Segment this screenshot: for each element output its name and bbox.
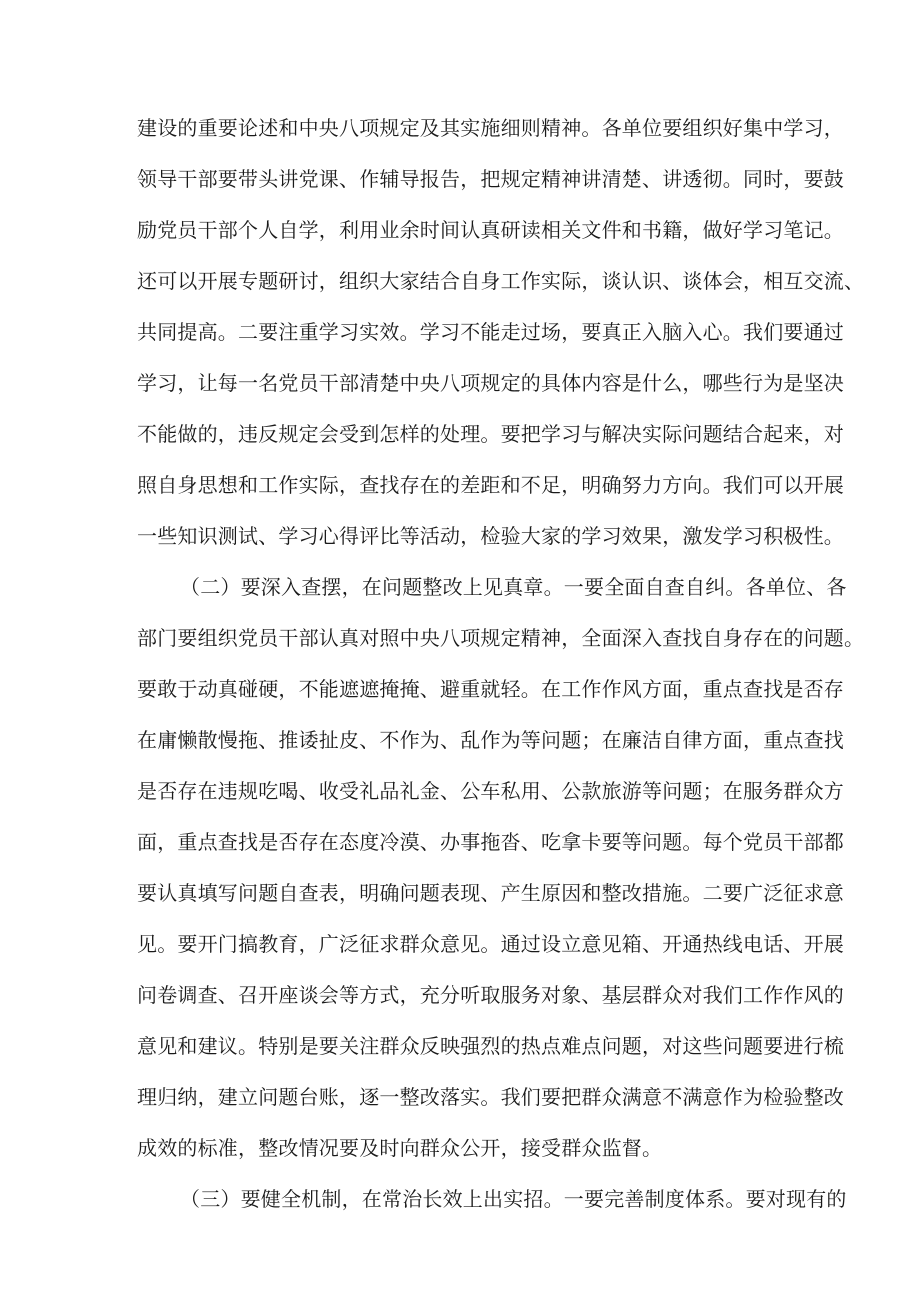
paragraph-line: 成效的标准，整改情况要及时向群众公开，接受群众监督。 [137,1136,663,1160]
paragraph-line: 不能做的，违反规定会受到怎样的处理。要把学习与解决实际问题结合起来，对 [137,422,844,446]
paragraph-line: 要敢于动真碰硬，不能遮遮掩掩、避重就轻。在工作作风方面，重点查找是否存 [137,677,844,701]
paragraph-line: 还可以开展专题研讨，组织大家结合自身工作实际，谈认识、谈体会，相互交流、 [137,269,865,293]
paragraph-line: 是否存在违规吃喝、收受礼品礼金、公车私用、公款旅游等问题；在服务群众方 [137,779,844,803]
paragraph-line: 部门要组织党员干部认真对照中央八项规定精神，全面深入查找自身存在的问题。 [137,626,865,650]
paragraph-line: 见。要开门搞教育，广泛征求群众意见。通过设立意见箱、开通热线电话、开展 [137,932,844,956]
paragraph-line: 面，重点查找是否存在态度冷漠、办事拖沓、吃拿卡要等问题。每个党员干部都 [137,830,844,854]
paragraph-line: 意见和建议。特别是要关注群众反映强烈的热点难点问题，对这些问题要进行梳 [137,1034,844,1058]
paragraph-line: 一些知识测试、学习心得评比等活动，检验大家的学习效果，激发学习积极性。 [137,524,844,548]
paragraph-line: 要认真填写问题自查表，明确问题表现、产生原因和整改措施。二要广泛征求意 [137,881,844,905]
paragraph-line: 问卷调查、召开座谈会等方式，充分听取服务对象、基层群众对我们工作作风的 [137,983,844,1007]
paragraph-line: 励党员干部个人自学，利用业余时间认真研读相关文件和书籍，做好学习笔记。 [137,218,844,242]
paragraph-line: （二）要深入查摆，在问题整改上见真章。一要全面自查自纠。各单位、各 [180,575,847,599]
paragraph-line: 在庸懒散慢拖、推诿扯皮、不作为、乱作为等问题；在廉洁自律方面，重点查找 [137,728,844,752]
paragraph-line: 学习，让每一名党员干部清楚中央八项规定的具体内容是什么，哪些行为是坚决 [137,371,844,395]
paragraph-line: 领导干部要带头讲党课、作辅导报告，把规定精神讲清楚、讲透彻。同时，要鼓 [137,167,844,191]
paragraph-line: 建设的重要论述和中央八项规定及其实施细则精神。各单位要组织好集中学习， [137,116,844,140]
paragraph-line: （三）要健全机制，在常治长效上出实招。一要完善制度体系。要对现有的 [180,1187,847,1211]
paragraph-line: 共同提高。二要注重学习实效。学习不能走过场，要真正入脑入心。我们要通过 [137,320,844,344]
paragraph-line: 理归纳，建立问题台账，逐一整改落实。我们要把群众满意不满意作为检验整改 [137,1085,844,1109]
paragraph-line: 照自身思想和工作实际，查找存在的差距和不足，明确努力方向。我们可以开展 [137,473,844,497]
